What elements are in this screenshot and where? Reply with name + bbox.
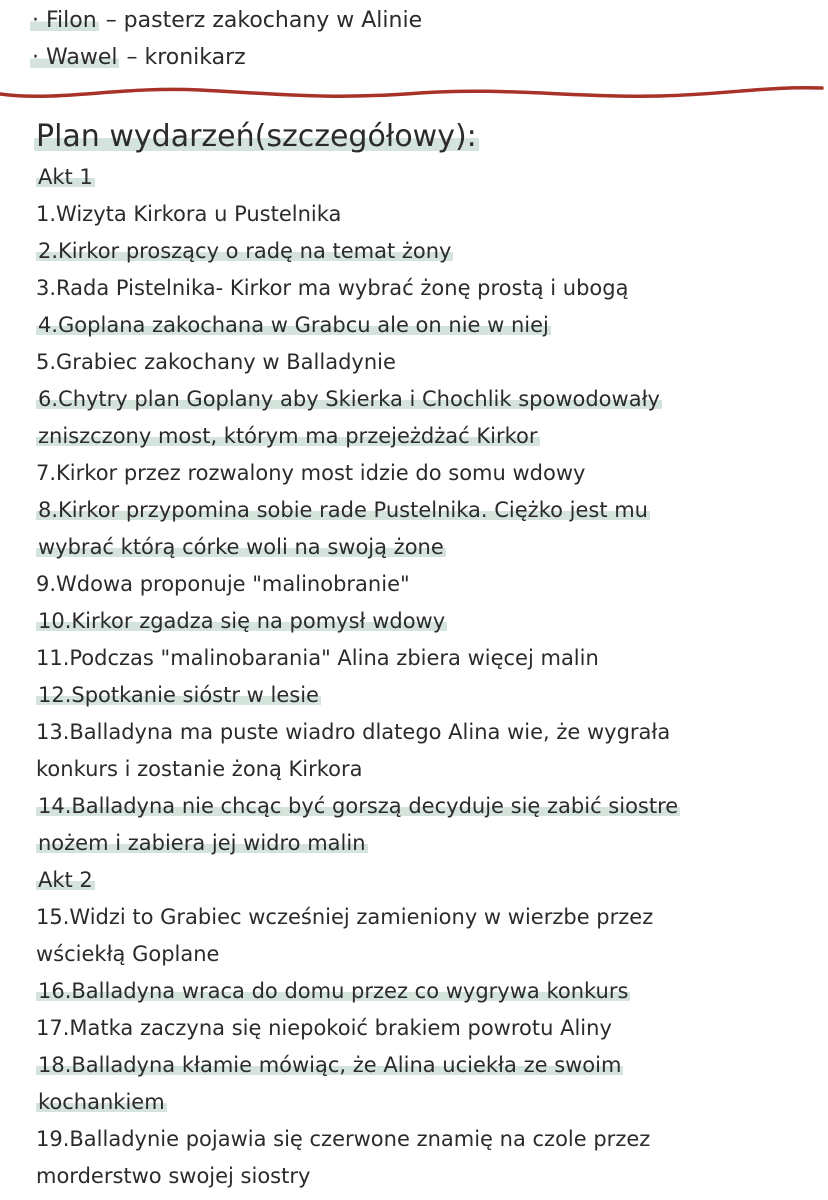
event-line xyxy=(36,603,816,640)
event-line xyxy=(36,1084,816,1121)
event-line xyxy=(36,196,816,233)
event-text: morderstwo swojej siostry xyxy=(36,1164,311,1188)
event-text: 3.Rada Pistelnika- Kirkor ma wybrać żonę prostą i ubogą xyxy=(36,276,629,300)
event-line xyxy=(36,788,816,825)
event-line xyxy=(36,1010,816,1047)
event-line xyxy=(36,344,816,381)
event-text: wściekłą Goplane xyxy=(36,942,220,966)
event-line xyxy=(36,677,816,714)
event-line xyxy=(36,492,816,529)
event-text: Akt 1 xyxy=(38,165,93,189)
event-text: konkurs i zostanie żoną Kirkora xyxy=(36,757,363,781)
event-text: nożem i zabiera jej widro malin xyxy=(38,831,366,855)
event-line xyxy=(36,418,816,455)
event-line xyxy=(36,307,816,344)
character-item xyxy=(30,39,422,76)
act-heading xyxy=(36,862,816,899)
event-text: 9.Wdowa proponuje "malinobranie" xyxy=(36,572,410,596)
event-text: 5.Grabiec zakochany w Balladynie xyxy=(36,350,396,374)
event-line xyxy=(36,381,816,418)
event-text: 16.Balladyna wraca do domu przez co wygrywa konkurs xyxy=(38,979,629,1003)
character-item xyxy=(30,2,422,39)
event-text: 4.Goplana zakochana w Grabcu ale on nie w niej xyxy=(38,313,549,337)
event-text: 6.Chytry plan Goplany aby Skierka i Chochlik spowodowały xyxy=(38,387,660,411)
act-heading xyxy=(36,159,816,196)
event-text: 7.Kirkor przez rozwalony most idzie do somu wdowy xyxy=(36,461,586,485)
event-line xyxy=(36,825,816,862)
event-text: wybrać którą córke woli na swoją żone xyxy=(38,535,444,559)
event-line xyxy=(36,973,816,1010)
wavy-divider xyxy=(0,78,828,108)
character-bullet-name: · Wawel xyxy=(32,45,118,70)
event-text: zniszczony most, którym ma przejeżdżać Kirkor xyxy=(38,424,538,448)
event-text: 10.Kirkor zgadza się na pomysł wdowy xyxy=(38,609,446,633)
event-line xyxy=(36,1047,816,1084)
event-list xyxy=(36,159,816,1195)
event-line xyxy=(36,529,816,566)
event-text: kochankiem xyxy=(38,1090,165,1114)
event-line xyxy=(36,936,816,973)
event-line xyxy=(36,233,816,270)
event-line xyxy=(36,1121,816,1158)
character-bullet-name: · Filon xyxy=(32,8,97,33)
event-line xyxy=(36,455,816,492)
event-text: 19.Balladynie pojawia się czerwone znamię na czole przez xyxy=(36,1127,651,1151)
event-line xyxy=(36,899,816,936)
event-line xyxy=(36,714,816,751)
event-text: 11.Podczas "malinobarania" Alina zbiera więcej malin xyxy=(36,646,599,670)
event-text: 17.Matka zaczyna się niepokoić brakiem powrotu Aliny xyxy=(36,1016,612,1040)
event-text: 13.Balladyna ma puste wiadro dlatego Alina wie, że wygrała xyxy=(36,720,671,744)
event-line xyxy=(36,270,816,307)
character-description: – pasterz zakochany w Alinie xyxy=(105,8,423,33)
character-description: – kronikarz xyxy=(126,45,246,70)
event-line xyxy=(36,566,816,603)
event-text: Akt 2 xyxy=(38,868,93,892)
event-line xyxy=(36,640,816,677)
event-text: 15.Widzi to Grabiec wcześniej zamieniony w wierzbe przez xyxy=(36,905,654,929)
character-list xyxy=(30,2,422,76)
plan-title: Plan wydarzeń(szczegółowy): xyxy=(36,119,477,154)
event-text: 14.Balladyna nie chcąc być gorszą decyduje się zabić siostre xyxy=(38,794,679,818)
event-text: 1.Wizyta Kirkora u Pustelnika xyxy=(36,202,342,226)
event-line xyxy=(36,751,816,788)
event-text: 2.Kirkor proszący o radę na temat żony xyxy=(38,239,452,263)
event-text: 18.Balladyna kłamie mówiąc, że Alina uciekła ze swoim xyxy=(38,1053,622,1077)
event-text: 12.Spotkanie sióstr w lesie xyxy=(38,683,319,707)
event-text: 8.Kirkor przypomina sobie rade Pustelnika. Ciężko jest mu xyxy=(38,498,648,522)
event-line xyxy=(36,1158,816,1195)
